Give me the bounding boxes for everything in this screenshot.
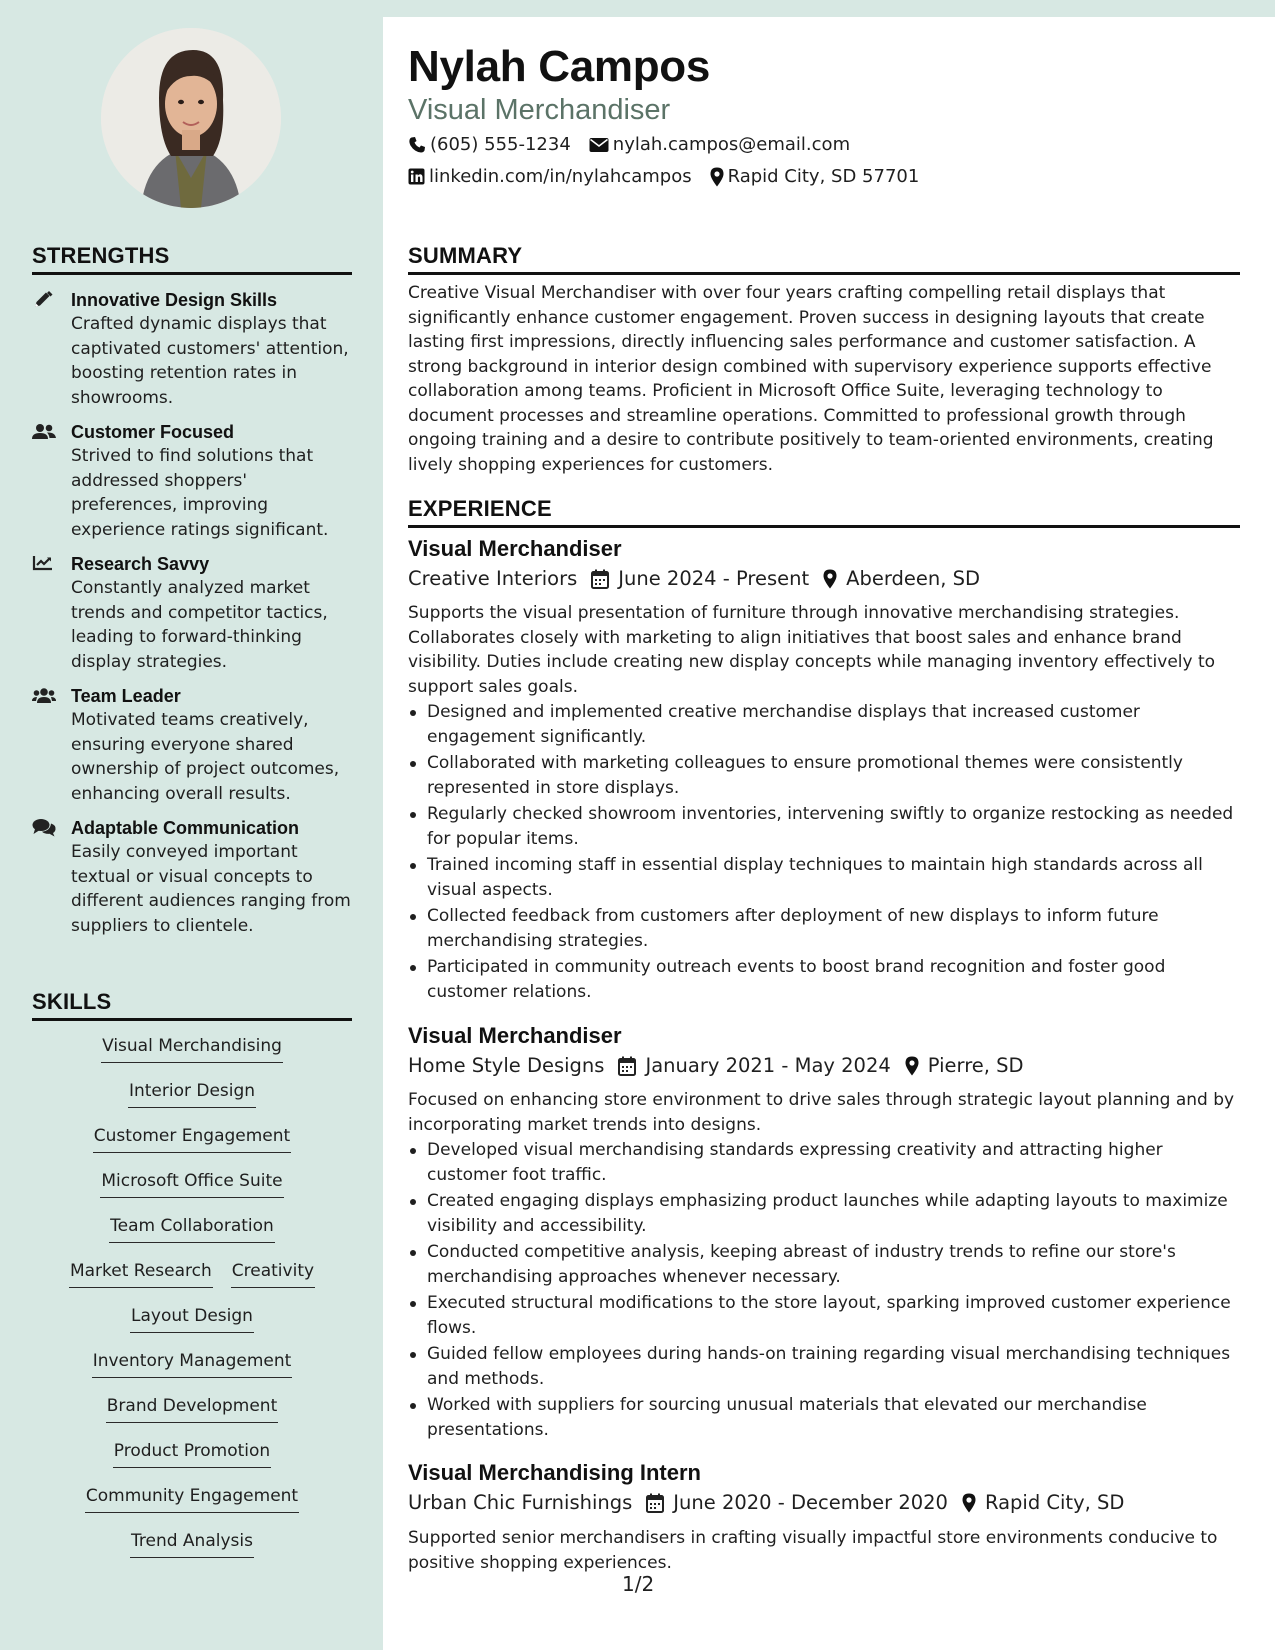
job-dates: June 2024 - Present [618, 567, 810, 590]
contact-row-2 [408, 166, 937, 187]
linkedin-text: linkedin.com/in/nylahcampos [429, 166, 692, 187]
job-location: Aberdeen, SD [846, 567, 981, 590]
strength-title: Customer Focused [71, 422, 235, 442]
skill-tag: Product Promotion [113, 1439, 271, 1468]
experience-heading: EXPERIENCE [408, 496, 552, 521]
job-bullet: Collected feedback from customers after deployment of new displays to inform future merchandising strategies. [408, 904, 1240, 953]
users-icon [32, 422, 56, 442]
job-dates: January 2021 - May 2024 [645, 1054, 891, 1077]
email-contact[interactable] [589, 134, 850, 155]
pencil-icon [32, 290, 56, 310]
strength-desc: Strived to find solutions that addressed shoppers' preferences, improving experience ratings significant. [71, 446, 329, 540]
job-title: Visual Merchandiser [408, 1023, 622, 1048]
team-icon [32, 686, 56, 706]
job-bullet: Worked with suppliers for sourcing unusual materials that elevated our merchandise presentations. [408, 1393, 1240, 1442]
location-contact [710, 166, 920, 187]
strengths-rule [32, 272, 352, 275]
skill-tag: Market Research [69, 1259, 213, 1288]
job-bullet: Collaborated with marketing colleagues to ensure promotional themes were consistently represented in store displays. [408, 751, 1240, 800]
job-bullet: Trained incoming staff in essential display techniques to maintain high standards across all visual aspects. [408, 853, 1240, 902]
strengths-heading: STRENGTHS [32, 243, 170, 268]
job-bullets [408, 700, 1240, 1006]
experience-rule [408, 525, 1240, 528]
chart-line-icon [32, 554, 56, 574]
skills-list [32, 1034, 352, 1574]
job-bullet: Participated in community outreach events to boost brand recognition and foster good customer relations. [408, 955, 1240, 1004]
map-pin-icon [962, 1493, 976, 1513]
strength-desc: Constantly analyzed market trends and competitor tactics, leading to forward-thinking display strategies. [71, 578, 328, 672]
skill-tag: Interior Design [128, 1079, 256, 1108]
phone-text: (605) 555-1234 [430, 134, 571, 155]
map-pin-icon [710, 167, 724, 187]
strength-item [32, 816, 352, 938]
strength-desc: Motivated teams creatively, ensuring everyone shared ownership of project outcomes, enhancing overall results. [71, 710, 340, 804]
job-bullets [408, 1138, 1240, 1444]
candidate-name: Nylah Campos [408, 42, 711, 91]
job-bullet: Executed structural modifications to the store layout, sparking improved customer experience flows. [408, 1291, 1240, 1340]
strength-desc: Easily conveyed important textual or visual concepts to different audiences ranging from suppliers to clientele. [71, 842, 351, 936]
calendar-icon [618, 1056, 636, 1076]
strength-title: Team Leader [71, 686, 181, 706]
strength-item [32, 684, 352, 806]
job-company: Home Style Designs [408, 1054, 605, 1077]
skill-tag: Inventory Management [92, 1349, 293, 1378]
job-description: Focused on enhancing store environment to drive sales through strategic layout planning and by incorporating market trends into designs. [408, 1090, 1235, 1135]
skill-tag: Community Engagement [85, 1484, 299, 1513]
strength-desc: Crafted dynamic displays that captivated customers' attention, boosting retention rates in showrooms. [71, 314, 349, 408]
job-bullet: Designed and implemented creative merchandise displays that increased customer engagement significantly. [408, 700, 1240, 749]
job-meta [408, 1054, 1024, 1077]
job-meta [408, 1491, 1124, 1514]
job-location: Pierre, SD [927, 1054, 1024, 1077]
strength-title: Adaptable Communication [71, 818, 300, 838]
skill-tag: Team Collaboration [109, 1214, 275, 1243]
phone-icon [408, 136, 426, 154]
job-bullet: Developed visual merchandising standards expressing creativity and attracting higher customer foot traffic. [408, 1138, 1240, 1187]
job-company: Creative Interiors [408, 567, 578, 590]
strengths-list [32, 288, 352, 948]
skill-tag: Layout Design [130, 1304, 254, 1333]
contact-row-1 [408, 134, 868, 155]
candidate-role: Visual Merchandiser [408, 94, 671, 126]
email-text: nylah.campos@email.com [612, 134, 851, 155]
skills-heading: SKILLS [32, 989, 112, 1014]
skill-tag: Visual Merchandising [101, 1034, 283, 1063]
skill-tag: Trend Analysis [130, 1529, 254, 1558]
envelope-icon [589, 137, 609, 153]
strength-title: Innovative Design Skills [71, 290, 278, 310]
job-bullet: Created engaging displays emphasizing product launches while adapting layouts to maximize visibility and accessibility. [408, 1189, 1240, 1238]
job-bullet: Conducted competitive analysis, keeping abreast of industry trends to refine our store's merchandising approaches whenever necessary. [408, 1240, 1240, 1289]
comments-icon [32, 818, 56, 838]
calendar-icon [646, 1493, 664, 1513]
skills-rule [32, 1018, 352, 1021]
strength-item [32, 552, 352, 674]
job-title: Visual Merchandiser [408, 536, 622, 561]
linkedin-contact[interactable] [408, 166, 692, 187]
job-bullet: Regularly checked showroom inventories, intervening swiftly to organize restocking as needed for popular items. [408, 802, 1240, 851]
job-company: Urban Chic Furnishings [408, 1491, 633, 1514]
summary-rule [408, 272, 1240, 275]
phone-contact[interactable] [408, 134, 571, 155]
strength-title: Research Savvy [71, 554, 210, 574]
strength-item [32, 420, 352, 542]
skill-tag: Customer Engagement [93, 1124, 291, 1153]
job-location: Rapid City, SD [984, 1491, 1125, 1514]
skill-tag: Microsoft Office Suite [100, 1169, 283, 1198]
job-meta [408, 567, 980, 590]
linkedin-icon [408, 168, 425, 185]
job-dates: June 2020 - December 2020 [673, 1491, 948, 1514]
map-pin-icon [905, 1056, 919, 1076]
summary-text: Creative Visual Merchandiser with over four years crafting compelling retail displays that significantly enhance customer engagement. Proven success in designing layouts that create lasting first impressions, directly influencing sales performance and customer satisfaction. A strong background in interior design combined with supervisory experience supports effective collaboration among teams. Proficient in Microsoft Office Suite, leveraging technology to document processes and streamline operations. Committed to professional growth through ongoing training and a desire to contribute positively to team-oriented environments, creating lively shopping experiences for customers. [408, 283, 1214, 475]
skill-tag: Creativity [231, 1259, 315, 1288]
calendar-icon [591, 569, 609, 589]
strength-item [32, 288, 352, 410]
map-pin-icon [823, 569, 837, 589]
job-description: Supported senior merchandisers in crafting visually impactful store environments conducive to positive shopping experiences. [408, 1528, 1218, 1573]
job-description: Supports the visual presentation of furniture through innovative merchandising strategies. Collaborates closely with marketing to align initiatives that boost sales and enhance brand visibility. Duties include creating new display concepts while managing inventory effectively to support sales goals. [408, 603, 1216, 697]
summary-heading: SUMMARY [408, 243, 523, 268]
job-title: Visual Merchandising Intern [408, 1460, 701, 1485]
location-text: Rapid City, SD 57701 [727, 166, 920, 187]
skill-tag: Brand Development [106, 1394, 278, 1423]
job-bullet: Guided fellow employees during hands-on training regarding visual merchandising techniques and methods. [408, 1342, 1240, 1391]
avatar [101, 28, 281, 208]
page-number: 1/2 [622, 1572, 655, 1596]
